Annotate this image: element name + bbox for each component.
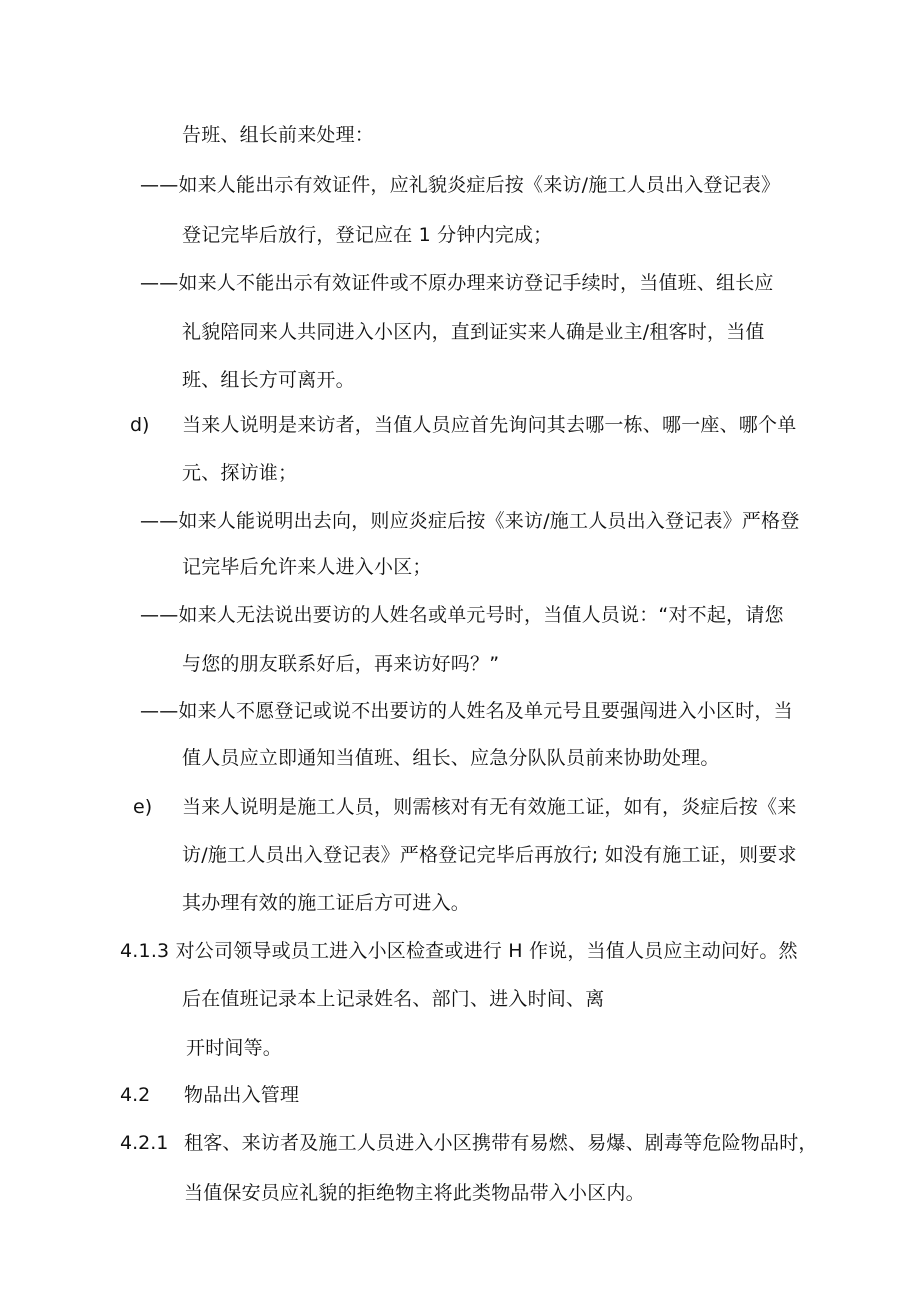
section-number-4-2: 4.2 — [120, 1084, 151, 1106]
text-line: 其办理有效的施工证后方可进入。 — [182, 892, 471, 914]
text-line: 4.1.3 对公司领导或员工进入小区检查或进行 H 作说，当值人员应主动问好。然 — [120, 940, 798, 962]
text-line: ——如来人不愿登记或说不出要访的人姓名及单元号且要强闯进入小区时，当 — [140, 700, 793, 722]
text-line: ——如来人无法说出要访的人姓名或单元号时，当值人员说：“对不起，请您 — [140, 604, 784, 626]
section-heading: 物品出入管理 — [184, 1084, 300, 1106]
text-line: 登记完毕后放行，登记应在 1 分钟内完成； — [182, 224, 553, 246]
text-line: 与您的朋友联系好后，再来访好吗？” — [182, 653, 500, 675]
text-line: 班、组长方可离开。 — [182, 369, 355, 391]
text-line: 开时间等。 — [186, 1037, 283, 1059]
text-line: 后在值班记录本上记录姓名、部门、进入时间、离 — [182, 988, 605, 1010]
text-line: 元、探访谁； — [182, 462, 298, 484]
text-line: 当来人说明是施工人员，则需核对有无有效施工证，如有，炎症后按《来 — [182, 796, 797, 818]
text-line: 记完毕后允许来人进入小区； — [182, 556, 432, 578]
text-line: 告班、组长前来处理： — [182, 124, 375, 146]
text-line: 当来人说明是来访者，当值人员应首先询问其去哪一栋、哪一座、哪个单 — [182, 414, 797, 436]
text-line: 礼貌陪同来人共同进入小区内，直到证实来人确是业主/租客时，当值 — [182, 321, 765, 343]
text-line: ——如来人能说明出去向，则应炎症后按《来访/施工人员出入登记表》严格登 — [140, 510, 800, 532]
text-line: 租客、来访者及施工人员进入小区携带有易燃、易爆、剧毒等危险物品时， — [184, 1132, 818, 1154]
list-label-e: e) — [133, 796, 153, 818]
text-line: ——如来人不能出示有效证件或不原办理来访登记手续时，当值班、组长应 — [140, 272, 774, 294]
text-line: 访/施工人员出入登记表》严格登记完毕后再放行; 如没有施工证，则要求 — [182, 844, 797, 866]
text-line: 值人员应立即通知当值班、组长、应急分队队员前来协助处理。 — [182, 747, 720, 769]
text-line: ——如来人能出示有效证件，应礼貌炎症后按《来访/施工人员出入登记表》 — [140, 174, 781, 196]
text-line: 当值保安员应礼貌的拒绝物主将此类物品带入小区内。 — [184, 1182, 645, 1204]
section-number-4-2-1: 4.2.1 — [120, 1132, 169, 1154]
list-label-d: d) — [130, 414, 150, 436]
